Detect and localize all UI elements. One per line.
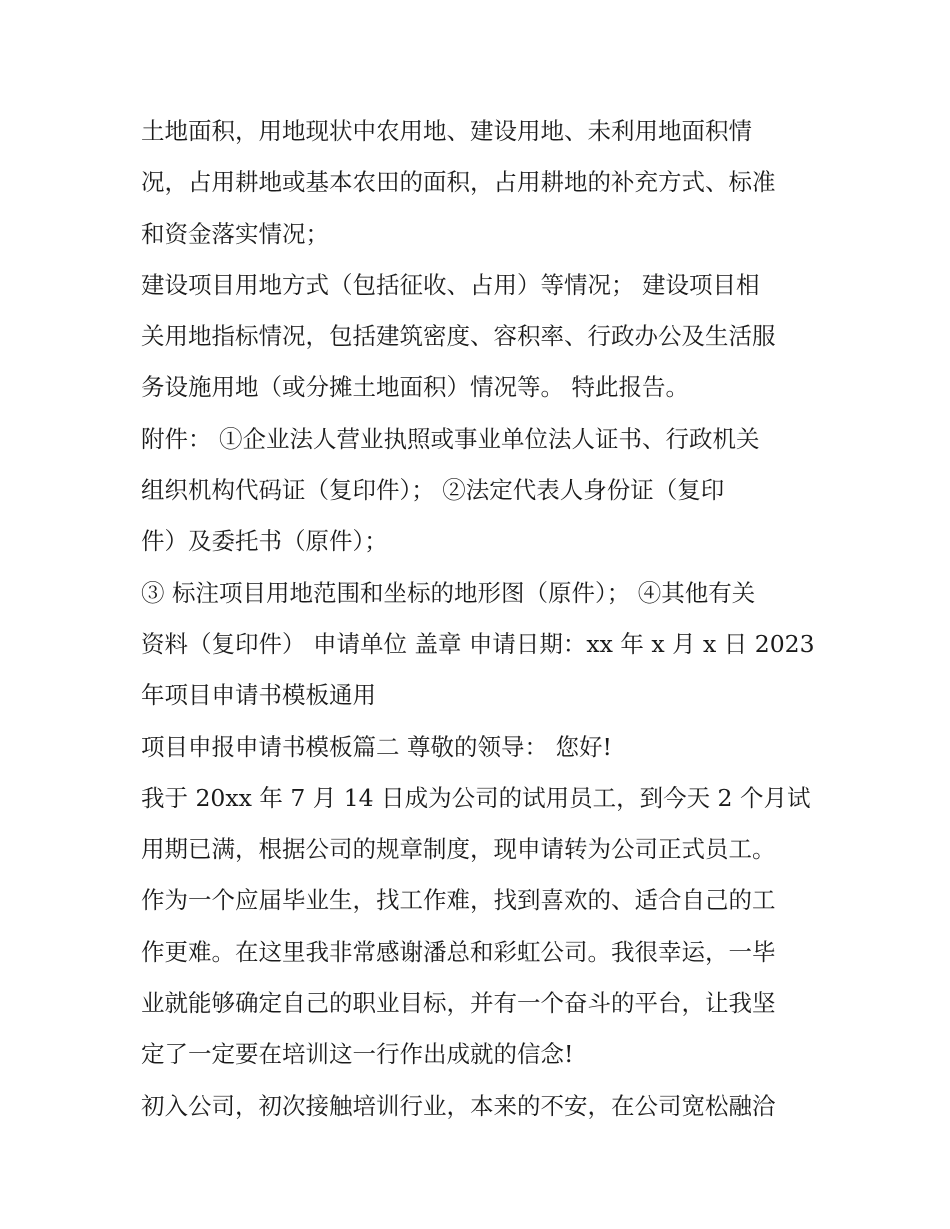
text-line: 土地面积，用地现状中农用地、建设用地、未利用地面积情 xyxy=(141,117,752,145)
text-line: 组织机构代码证（复印件）； ②法定代表人身份证（复印 xyxy=(141,476,725,505)
document-body xyxy=(141,106,821,1132)
text-line: 建设项目用地方式（包括征收、占用）等情况； 建设项目相 xyxy=(141,270,760,299)
text-line: 业就能够确定自己的职业目标，并有一个奋斗的平台，让我坚 xyxy=(141,989,776,1018)
text-line: 年项目申请书模板通用 xyxy=(141,681,376,710)
text-line: 用期已满，根据公司的规章制度，现申请转为公司正式员工。 xyxy=(141,835,776,864)
text-line: 资料（复印件） 申请单位 盖章 申请日期：xx 年 x 月 x 日 2023 xyxy=(141,629,815,658)
text-line: ③ 标注项目用地范围和坐标的地形图（原件）； ④其他有关 xyxy=(141,578,756,607)
text-line: 我于 20xx 年 7 月 14 日成为公司的试用员工，到今天 2 个月试 xyxy=(141,783,811,812)
text-line: 关用地指标情况，包括建筑密度、容积率、行政办公及生活服 xyxy=(141,322,776,351)
text-line: 和资金落实情况； xyxy=(141,219,329,248)
text-line: 定了一定要在培训这一行作出成就的信念! xyxy=(141,1040,574,1069)
text-line: 况，占用耕地或基本农田的面积，占用耕地的补充方式、标准 xyxy=(141,168,776,197)
text-line: 作为一个应届毕业生，找工作难，找到喜欢的、适合自己的工 xyxy=(141,886,776,915)
text-line: 作更难。在这里我非常感谢潘总和彩虹公司。我很幸运，一毕 xyxy=(141,937,776,966)
text-line: 附件： ①企业法人营业执照或事业单位法人证书、行政机关 xyxy=(141,424,760,453)
text-line: 项目申报申请书模板篇二 尊敬的领导： 您好! xyxy=(141,732,612,761)
text-line: 初入公司，初次接触培训行业，本来的不安，在公司宽松融洽 xyxy=(141,1091,776,1120)
text-line: 务设施用地（或分摊土地面积）情况等。 特此报告。 xyxy=(141,373,689,402)
text-line: 件）及委托书（原件）； xyxy=(141,527,388,556)
